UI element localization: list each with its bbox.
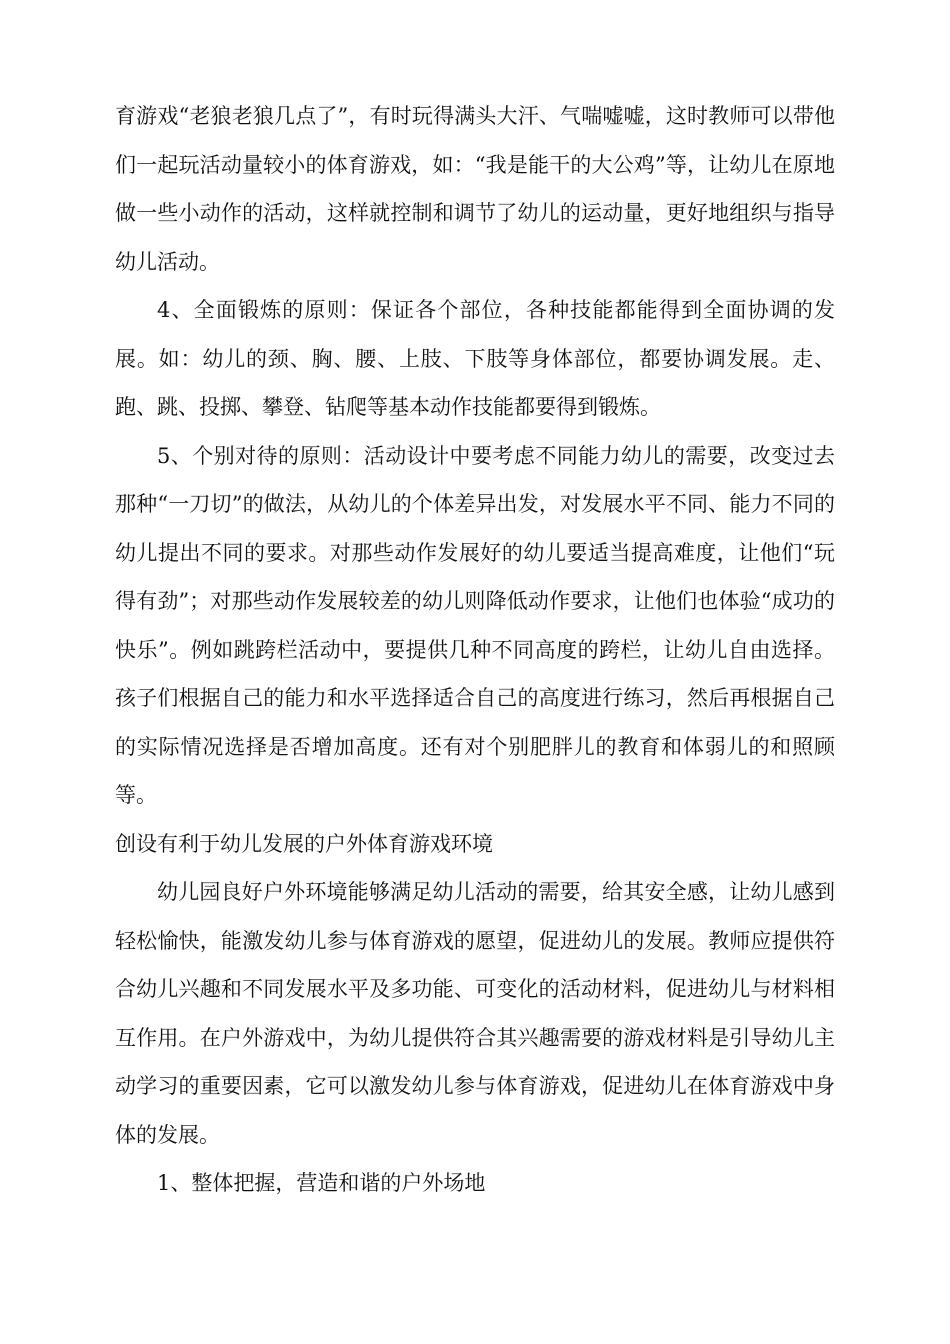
paragraph-principle-5: 5、个别对待的原则：活动设计中要考虑不同能力幼儿的需要，改变过去那种“一刀切”的做法，从幼儿的个体差异出发，对发展水平不同、能力不同的幼儿提出不同的要求。对那些动作发展好的幼儿要适当提高难度，让他们“玩得有劲”；对那些动作发展较差的幼儿则降低动作要求，让他们也体验“成功的快乐”。例如跳跨栏活动中，要提供几种不同高度的跨栏，让幼儿自由选择。孩子们根据自己的能力和水平选择适合自己的高度进行练习，然后再根据自己的实际情况选择是否增加高度。还有对个别肥胖儿的教育和体弱儿的和照顾等。 [115, 443, 835, 807]
section-heading: 创设有利于幼儿发展的户外体育游戏环境 [115, 831, 493, 856]
document-body [115, 92, 835, 1208]
paragraph-continued-game-example: 育游戏“老狼老狼几点了”，有时玩得满头大汗、气喘嘘嘘，这时教师可以带他们一起玩活动量较小的体育游戏，如：“我是能干的大公鸡”等，让幼儿在原地做一些小动作的活动，这样就控制和调节了幼儿的运动量，更好地组织与指导幼儿活动。 [115, 104, 835, 274]
paragraph-item-1: 1、整体把握，营造和谐的户外场地 [157, 1171, 486, 1195]
paragraph-principle-4: 4、全面锻炼的原则：保证各个部位，各种技能都能得到全面协调的发展。如：幼儿的颈、胸、腰、上肢、下肢等身体部位，都要协调发展。走、跑、跳、投掷、攀登、钻爬等基本动作技能都要得到锻炼。 [115, 298, 835, 419]
paragraph-environment: 幼儿园良好户外环境能够满足幼儿活动的需要，给其安全感，让幼儿感到轻松愉快，能激发幼儿参与体育游戏的愿望，促进幼儿的发展。教师应提供符合幼儿兴趣和不同发展水平及多功能、可变化的活动材料，促进幼儿与材料相互作用。在户外游戏中，为幼儿提供符合其兴趣需要的游戏材料是引导幼儿主动学习的重要因素，它可以激发幼儿参与体育游戏，促进幼儿在体育游戏中身体的发展。 [115, 880, 835, 1147]
